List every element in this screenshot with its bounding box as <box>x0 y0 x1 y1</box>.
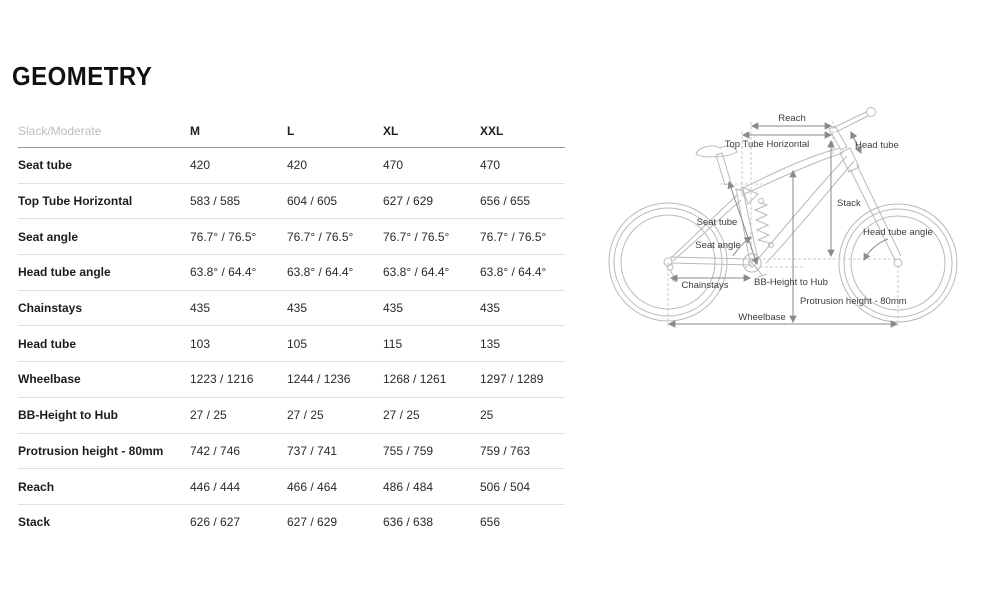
cell-l: 737 / 741 <box>287 443 338 458</box>
cell-l: 627 / 629 <box>287 515 338 530</box>
cell-xl: 1268 / 1261 <box>383 372 447 387</box>
stack-label: Stack <box>837 198 861 209</box>
row-label: Protrusion height - 80mm <box>18 443 164 458</box>
cell-xxl: 470 <box>480 158 501 173</box>
cell-xl: 755 / 759 <box>383 443 434 458</box>
bb-height-label: BB-Height to Hub <box>754 277 828 288</box>
cell-l: 76.7° / 76.5° <box>287 229 354 244</box>
table-row <box>18 325 565 361</box>
cell-m: 626 / 627 <box>190 515 241 530</box>
row-label: Top Tube Horizontal <box>18 194 133 209</box>
wheelbase-label: Wheelbase <box>738 312 786 323</box>
row-label: Wheelbase <box>18 372 81 387</box>
cell-l: 604 / 605 <box>287 194 338 209</box>
cell-xl: 115 <box>383 336 403 351</box>
cell-m: 583 / 585 <box>190 194 241 209</box>
cell-m: 76.7° / 76.5° <box>190 229 257 244</box>
cell-m: 435 <box>190 301 211 316</box>
cell-m: 103 <box>190 336 211 351</box>
cell-m: 63.8° / 64.4° <box>190 265 257 280</box>
geometry-table <box>18 114 565 540</box>
row-label: Head tube <box>18 336 77 351</box>
cell-m: 27 / 25 <box>190 408 227 423</box>
cell-l: 1244 / 1236 <box>287 372 351 387</box>
cell-xl: 636 / 638 <box>383 515 434 530</box>
bike-frame-icon <box>667 108 901 282</box>
row-label: Reach <box>18 479 55 494</box>
cell-xxl: 506 / 504 <box>480 479 531 494</box>
cell-l: 105 <box>287 336 308 351</box>
cell-xl: 486 / 484 <box>383 479 434 494</box>
row-label: Stack <box>18 515 51 530</box>
cell-xxl: 135 <box>480 336 501 351</box>
cell-xl: 435 <box>383 301 404 316</box>
table-row <box>18 361 565 397</box>
cell-xxl: 435 <box>480 301 501 316</box>
seat-angle-label: Seat angle <box>695 240 741 251</box>
rear-shock-icon <box>755 199 774 248</box>
cell-xl: 76.7° / 76.5° <box>383 229 450 244</box>
table-row <box>18 504 565 540</box>
cell-xl: 27 / 25 <box>383 408 420 423</box>
cell-l: 420 <box>287 158 308 173</box>
cell-l: 466 / 464 <box>287 479 338 494</box>
table-row <box>18 183 565 219</box>
header-col-l: L <box>287 123 295 138</box>
protrusion-label: Protrusion height - 80mm <box>800 296 907 307</box>
cell-m: 420 <box>190 158 211 173</box>
reach-label: Reach <box>778 113 806 124</box>
header-col-xl: XL <box>383 123 399 138</box>
cell-m: 446 / 444 <box>190 479 241 494</box>
cell-m: 1223 / 1216 <box>190 372 254 387</box>
cell-xxl: 63.8° / 64.4° <box>480 265 547 280</box>
cell-m: 742 / 746 <box>190 443 241 458</box>
bike-geometry-diagram <box>600 95 980 340</box>
row-label: Head tube angle <box>18 265 111 280</box>
table-row <box>18 254 565 290</box>
header-mode-label: Slack/Moderate <box>18 123 102 138</box>
chainstays-label: Chainstays <box>681 280 729 291</box>
cell-xl: 470 <box>383 158 404 173</box>
derailleur-icon <box>667 264 678 282</box>
table-row <box>18 148 565 183</box>
cell-xxl: 759 / 763 <box>480 443 531 458</box>
table-row <box>18 290 565 326</box>
cell-xxl: 76.7° / 76.5° <box>480 229 547 244</box>
head-tube-angle-arc <box>864 239 888 260</box>
row-label: Seat angle <box>18 229 79 244</box>
seat-tube-label: Seat tube <box>696 217 738 228</box>
table-row <box>18 433 565 469</box>
header-col-xxl: XXL <box>480 123 504 138</box>
cell-xl: 63.8° / 64.4° <box>383 265 450 280</box>
table-row <box>18 218 565 254</box>
head-tube-angle-label: Head tube angle <box>863 227 933 238</box>
cell-l: 27 / 25 <box>287 408 324 423</box>
cell-xxl: 25 <box>480 408 494 423</box>
row-label: Chainstays <box>18 301 83 316</box>
row-label: Seat tube <box>18 158 73 173</box>
header-col-m: M <box>190 123 200 138</box>
table-row <box>18 397 565 433</box>
page-title: GEOMETRY <box>12 62 153 92</box>
head-tube-label: Head tube <box>855 140 899 151</box>
top-tube-label: Top Tube Horizontal <box>724 139 810 150</box>
cell-l: 435 <box>287 301 308 316</box>
row-label: BB-Height to Hub <box>18 408 118 423</box>
cell-xxl: 656 / 655 <box>480 194 531 209</box>
cell-xl: 627 / 629 <box>383 194 434 209</box>
table-row <box>18 468 565 504</box>
cell-xxl: 656 <box>480 515 501 530</box>
table-header-row <box>18 114 565 148</box>
cell-xxl: 1297 / 1289 <box>480 372 544 387</box>
cell-l: 63.8° / 64.4° <box>287 265 354 280</box>
